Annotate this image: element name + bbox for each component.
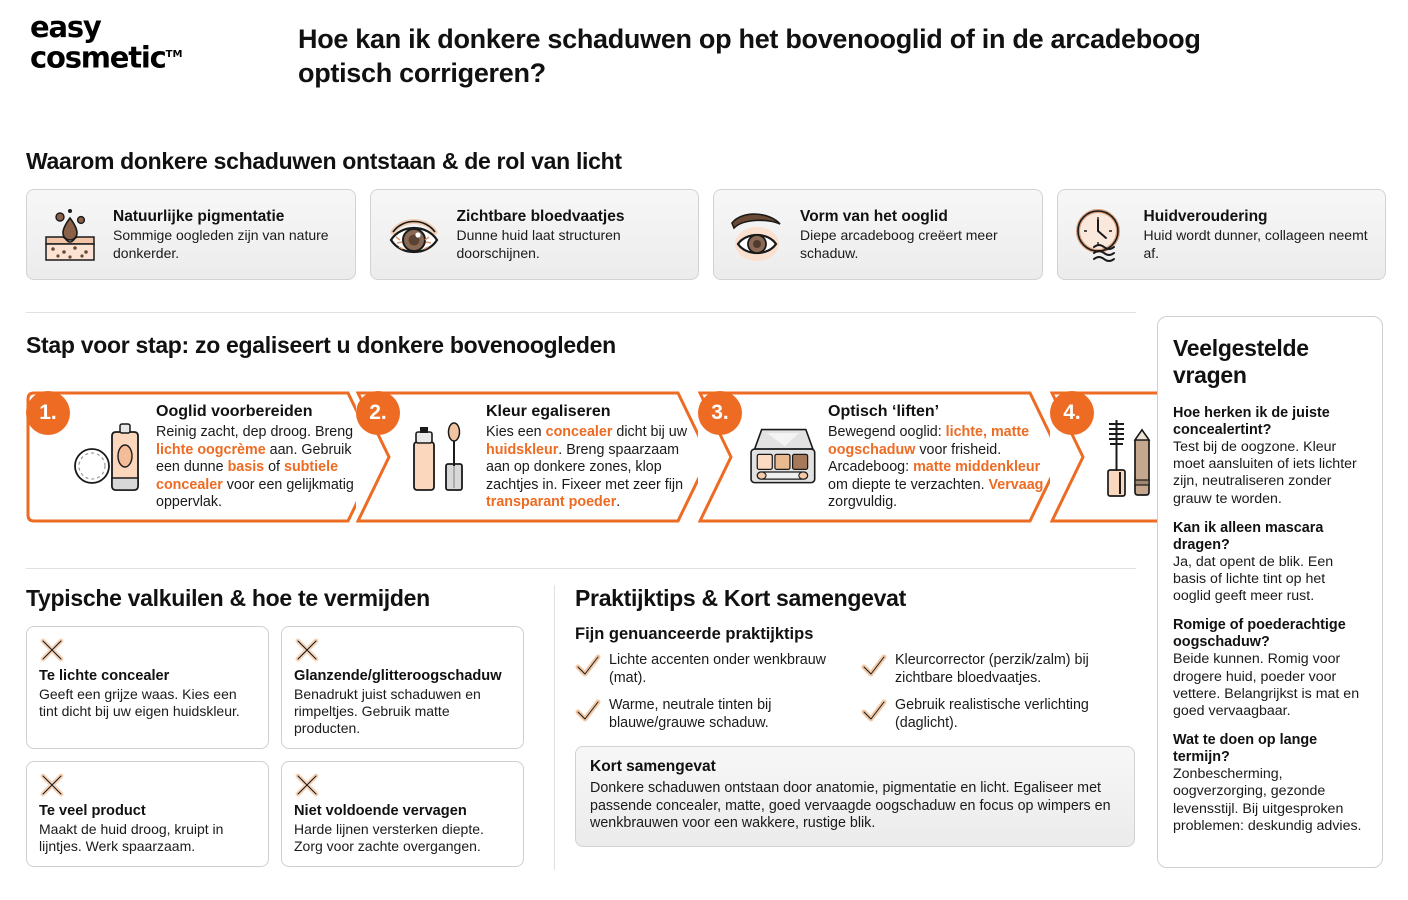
steps-section-title: Stap voor stap: zo egaliseert u donkere bovenoogleden	[26, 332, 616, 358]
eyelid-shape-icon	[726, 204, 788, 266]
check-icon	[861, 699, 887, 723]
step-text-1	[156, 402, 371, 512]
step-card-3	[698, 391, 1063, 523]
tip-item	[575, 697, 849, 732]
pitfall-card	[26, 626, 269, 749]
faq-question: Kan ik alleen mascara dragen?	[1173, 519, 1324, 553]
step-content-2	[356, 391, 711, 523]
step-number-badge-3: 3.	[698, 391, 742, 435]
summary-body: Donkere schaduwen ontstaan door anatomie, pigmentatie en licht. Egaliseer met passende concealer, matte, goed vervaagde oogschaduw en focus op wimpers en wenkbrauwen voor een wakkere, rustige blik.	[590, 780, 1111, 832]
steps-section	[26, 332, 1141, 533]
why-card	[713, 189, 1043, 280]
tip-text: Gebruik realistische verlichting (daglicht).	[895, 697, 1089, 731]
step-text-2	[486, 402, 701, 512]
why-card-body: Sommige oogleden zijn van nature donkerder.	[113, 227, 329, 261]
cross-icon	[39, 637, 65, 663]
pitfalls-grid	[26, 626, 531, 867]
tip-text: Kleurcorrector (perzik/zalm) bij zichtbare bloedvaatjes.	[895, 652, 1089, 686]
cross-icon	[39, 772, 65, 798]
step-card-1	[26, 391, 381, 523]
pitfall-heading: Te lichte concealer	[39, 668, 170, 684]
eyeshadow-palette-icon	[744, 414, 820, 500]
tip-text: Lichte accenten onder wenkbrauw (mat).	[609, 652, 826, 686]
skin-pigment-icon	[39, 204, 101, 266]
tips-column-left	[575, 652, 849, 742]
pitfall-heading: Glanzende/glitteroogschaduw	[294, 668, 502, 684]
faq-item	[1173, 405, 1367, 508]
eye-cream-tube-icon	[72, 414, 148, 500]
faq-answer: Beide kunnen. Romig voor drogere huid, poeder voor vettere. Belangrijkst is mat en goed vervaagbaar.	[1173, 651, 1360, 720]
divider-middle	[26, 568, 1136, 569]
tip-item	[861, 652, 1135, 687]
why-card-body: Diepe arcadeboog creëert meer schaduw.	[800, 227, 998, 261]
faq-question: Romige of poederachtige oogschaduw?	[1173, 617, 1346, 651]
summary-card	[575, 746, 1135, 847]
step-number-badge-4: 4.	[1050, 391, 1094, 435]
tip-item	[861, 697, 1135, 732]
tips-section-title: Praktijktips & Kort samengevat	[575, 585, 907, 611]
faq-title: Veelgestelde vragen	[1173, 335, 1309, 388]
why-card-heading: Huidveroudering	[1143, 208, 1268, 225]
pitfall-card	[26, 761, 269, 867]
step-text-3	[828, 402, 1053, 512]
why-card-text	[457, 207, 687, 262]
check-icon	[861, 654, 887, 678]
pitfall-body: Maakt de huid droog, kruipt in lijntjes. Werk spaarzaam.	[39, 821, 224, 854]
why-card	[370, 189, 700, 280]
step-heading-3: Optisch ‘liften’	[828, 403, 940, 421]
brand-trademark: TM	[165, 49, 183, 60]
step-card-2	[356, 391, 711, 523]
why-card-body: Dunne huid laat structuren doorschijnen.	[456, 227, 621, 261]
why-card-row	[26, 189, 1386, 280]
cross-icon	[294, 772, 320, 798]
step-content-1	[26, 391, 381, 523]
divider-vertical	[554, 585, 555, 870]
tip-text: Warme, neutrale tinten bij blauwe/grauwe schaduw.	[609, 697, 772, 731]
eye-vessels-icon	[383, 204, 445, 266]
why-card-body: Huid wordt dunner, collageen neemt af.	[1143, 227, 1368, 261]
faq-item	[1173, 732, 1367, 835]
step-body-1: Reinig zacht, dep droog. Breng lichte oogcrème aan. Gebruik een dunne basis of subtiele concealer voor een gelijkmatig oppervlak.	[156, 424, 354, 511]
pitfall-body: Benadrukt juist schaduwen en rimpeltjes. Gebruik matte producten.	[294, 686, 481, 736]
faq-answer: Ja, dat opent de blik. Een basis of lichte tint op het ooglid geeft meer rust.	[1173, 553, 1334, 605]
step-heading-1: Ooglid voorbereiden	[156, 403, 313, 421]
why-card-heading: Zichtbare bloedvaatjes	[456, 208, 625, 225]
why-card	[1057, 189, 1387, 280]
tips-section	[575, 585, 1135, 847]
brand-line-2: cosmetic	[30, 40, 166, 75]
why-section-title: Waarom donkere schaduwen ontstaan & de rol van licht	[26, 148, 622, 174]
faq-question: Wat te doen op lange termijn?	[1173, 732, 1318, 766]
why-section	[26, 148, 1386, 280]
tip-item	[575, 652, 849, 687]
check-icon	[575, 699, 601, 723]
divider-top	[26, 312, 1136, 313]
step-number-badge-1: 1.	[26, 391, 70, 435]
why-card-heading: Natuurlijke pigmentatie	[113, 208, 285, 225]
faq-answer: Zonbescherming, oogverzorging, gezonde levensstijl. Bij uitgesproken problemen: deskundig advies.	[1173, 766, 1362, 834]
why-card-text	[1144, 207, 1374, 262]
why-card	[26, 189, 356, 280]
faq-panel	[1157, 316, 1383, 868]
summary-heading: Kort samengevat	[590, 758, 716, 775]
brand-logo	[30, 10, 183, 75]
why-card-text	[113, 207, 343, 262]
tips-columns	[575, 652, 1135, 742]
why-card-heading: Vorm van het ooglid	[800, 208, 948, 225]
step-number-badge-2: 2.	[356, 391, 400, 435]
tips-subtitle: Fijn genuanceerde praktijktips	[575, 625, 814, 643]
page-header	[0, 0, 1408, 118]
faq-answer: Test bij de oogzone. Kleur moet aansluiten of iets lichter zijn, neutraliseren zonder grauw te worden.	[1173, 439, 1357, 507]
page-title: Hoe kan ik donkere schaduwen op het bovenooglid of in de arcadeboog optisch corrigeren?	[298, 24, 1201, 88]
pitfall-heading: Te veel product	[39, 803, 146, 819]
pitfall-body: Harde lijnen versterken diepte. Zorg voor zachte overgangen.	[294, 821, 484, 854]
pitfalls-section	[26, 585, 531, 867]
pitfall-card	[281, 761, 524, 867]
faq-item	[1173, 617, 1367, 720]
tips-column-right	[861, 652, 1135, 742]
pitfall-heading: Niet voldoende vervagen	[294, 803, 467, 819]
step-heading-2: Kleur egaliseren	[486, 403, 611, 421]
pitfall-body: Geeft een grijze waas. Kies een tint dicht bij uw eigen huidskleur.	[39, 686, 240, 719]
step-content-3	[698, 391, 1063, 523]
step-body-2: Kies een concealer dicht bij uw huidskleur. Breng spaarzaam aan op donkere zones, klop zachtjes in. Fixeer met zeer fijn transparant poeder.	[486, 424, 688, 511]
faq-question: Hoe herken ik de juiste concealertint?	[1173, 405, 1330, 438]
clock-aging-icon	[1070, 204, 1132, 266]
pitfalls-section-title: Typische valkuilen & hoe te vermijden	[26, 585, 430, 611]
check-icon	[575, 654, 601, 678]
why-card-text	[800, 207, 1030, 262]
cross-icon	[294, 637, 320, 663]
step-body-3: Bewegend ooglid: lichte, matte oogschaduw voor frisheid. Arcadeboog: matte middenkleur om diepte te verzachten. Vervaag zorgvuldig.	[828, 424, 1044, 511]
concealer-wand-icon	[402, 414, 478, 500]
brand-line-1: easy	[30, 10, 101, 44]
faq-item	[1173, 520, 1367, 606]
pitfall-card	[281, 626, 524, 749]
steps-row	[26, 373, 1141, 533]
